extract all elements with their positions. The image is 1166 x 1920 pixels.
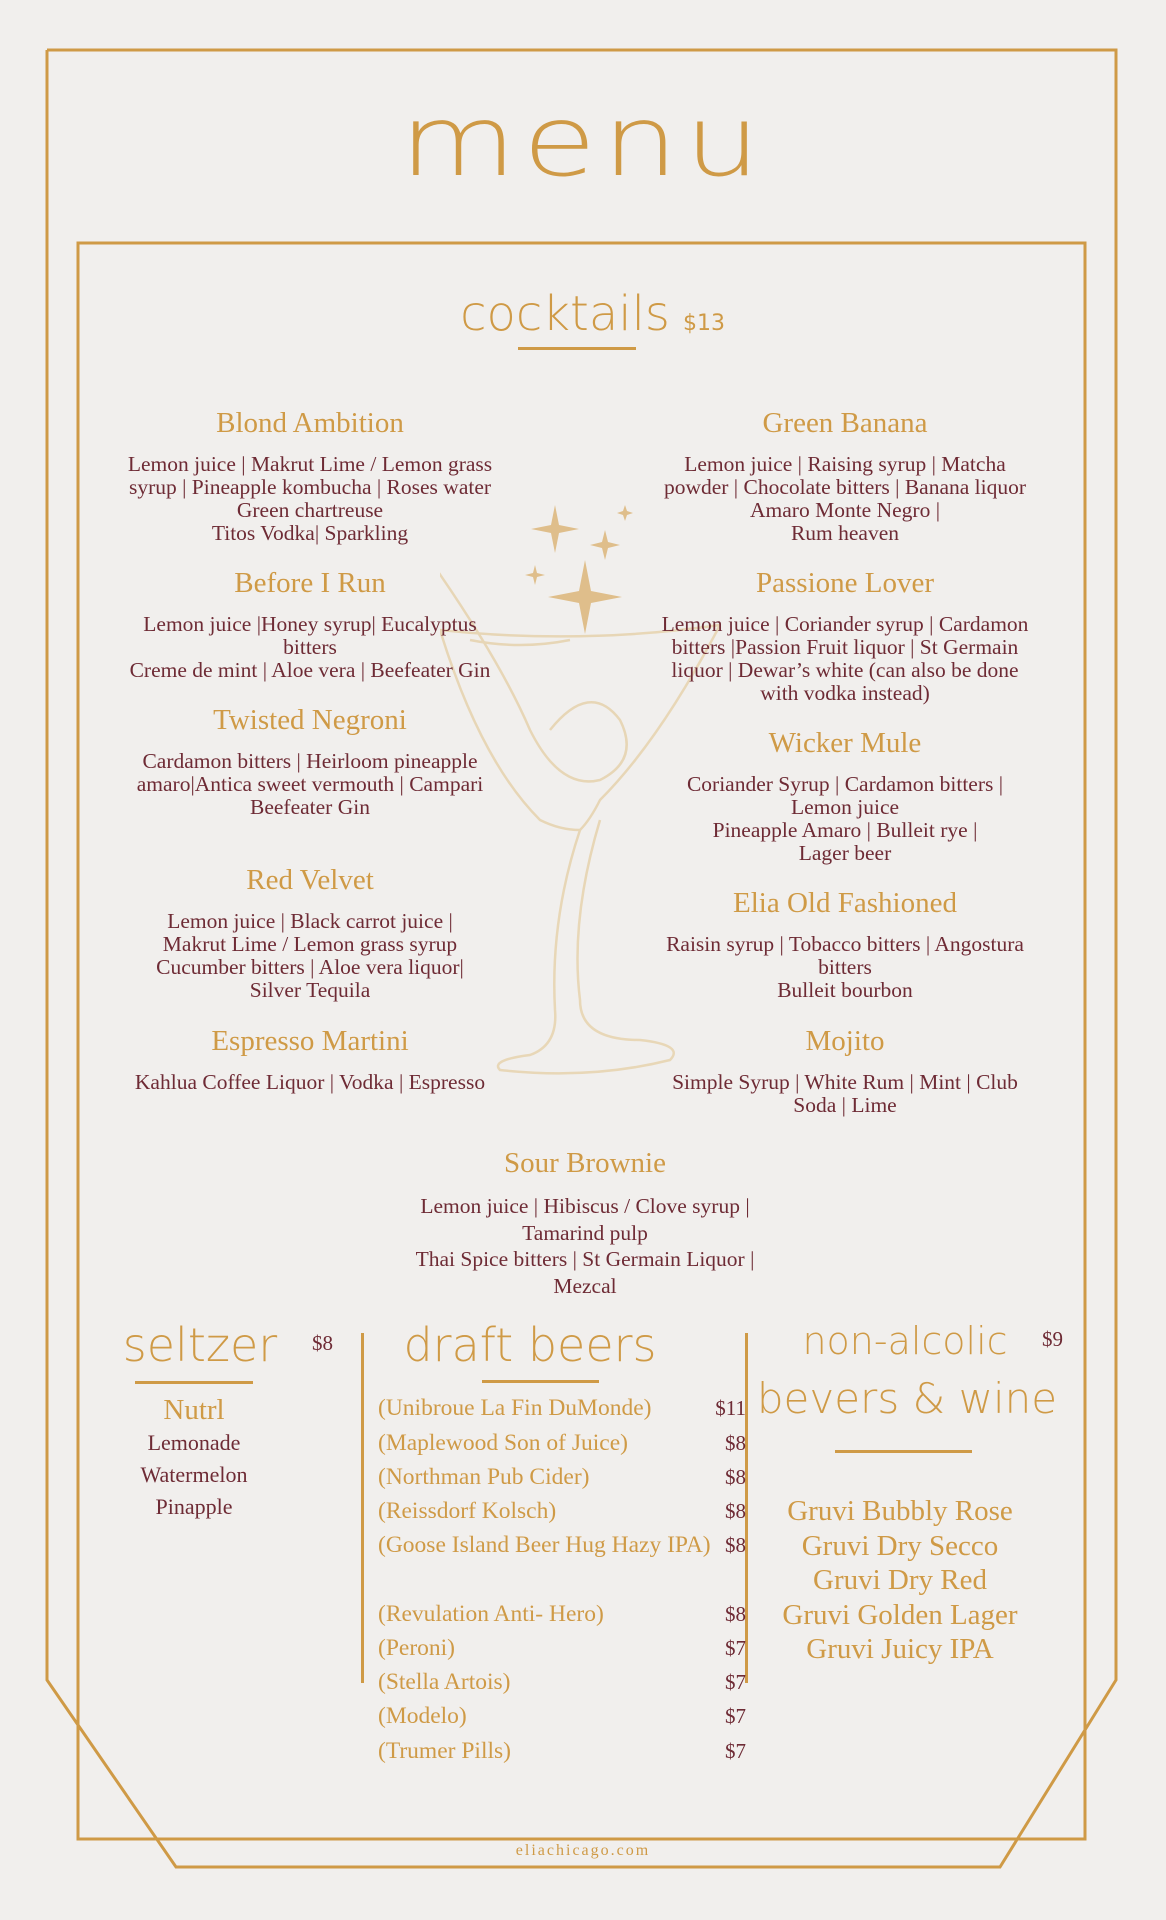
cocktail-desc: Lemon juice | Raising syrup | Matcha powder | Chocolate bitters | Banana liquor Amaro Monte Negro | Rum heaven: [663, 452, 1027, 545]
cocktail-desc: Raisin syrup | Tobacco bitters | Angostura bitters Bulleit bourbon: [666, 932, 1024, 1002]
seltzer-flavor: Lemonade: [147, 1430, 241, 1455]
seltzer-list: [94, 1393, 294, 1523]
cocktail-passione-lover: [615, 565, 1075, 705]
cocktail-name: Passione Lover: [756, 567, 934, 599]
beer-row: (Peroni) $7: [378, 1635, 746, 1661]
cocktails-heading: cocktails: [460, 286, 670, 342]
cocktail-name: Espresso Martini: [211, 1025, 409, 1057]
cocktail-before-i-run: [80, 565, 540, 682]
beer-row: (Unibroue La Fin DuMonde) $11: [378, 1395, 746, 1421]
cocktails-price: $13: [683, 311, 725, 336]
non-alcoholic-item: Gruvi Golden Lager: [782, 1598, 1018, 1631]
seltzer-underline: [135, 1381, 253, 1384]
seltzer-heading: seltzer: [122, 1318, 278, 1372]
cocktail-desc: Kahlua Coffee Liquor | Vodka | Espresso: [134, 1070, 486, 1094]
non-alcoholic-item: Gruvi Dry Secco: [801, 1529, 999, 1562]
beer-row: (Maplewood Son of Juice) $8: [378, 1430, 746, 1456]
beer-row: (Reissdorf Kolsch) $8: [378, 1498, 746, 1524]
non-alcoholic-item: Gruvi Bubbly Rose: [787, 1495, 1013, 1527]
cocktail-name: Red Velvet: [246, 864, 374, 896]
cocktail-espresso-martini: [80, 1023, 540, 1094]
cocktail-desc: Lemon juice | Makrut Lime / Lemon grass syrup | Pineapple kombucha | Roses water Green chartreuse Titos Vodka| Sparkling: [127, 452, 493, 545]
cocktail-name: Green Banana: [762, 407, 928, 439]
cocktail-desc: Coriander Syrup | Cardamon bitters | Lemon juice Pineapple Amaro | Bulleit rye | Lager beer: [686, 772, 1004, 865]
cocktail-sour-brownie: [355, 1145, 815, 1299]
beer-row: (Trumer Pills) $7: [378, 1738, 746, 1764]
non-alcoholic-list: [755, 1494, 1045, 1667]
cocktail-desc: Simple Syrup | White Rum | Mint | Club Soda | Lime: [672, 1070, 1018, 1117]
draft-beers-heading: draft beers: [403, 1318, 657, 1372]
cocktail-red-velvet: [80, 862, 540, 1002]
cocktail-name: Elia Old Fashioned: [733, 887, 957, 919]
cocktail-mojito: [615, 1023, 1075, 1117]
website-link[interactable]: eliachicago.com: [515, 1842, 651, 1859]
non-alcoholic-item: Gruvi Juicy IPA: [806, 1633, 994, 1665]
cocktails-underline: [518, 347, 636, 350]
cocktail-name: Before I Run: [234, 567, 386, 599]
cocktail-blond-ambition: [80, 405, 540, 545]
cocktail-desc: Lemon juice | Hibiscus / Clove syrup | Tamarind pulp Thai Spice bitters | St Germain Liquor | Mezcal: [415, 1194, 755, 1298]
seltzer-brand: Nutrl: [163, 1394, 225, 1426]
non-alcoholic-price: $9: [1042, 1327, 1063, 1351]
wine-heading: bevers & wine: [756, 1374, 1058, 1423]
beer-row: (Northman Pub Cider) $8: [378, 1464, 746, 1490]
seltzer-flavor: Pinapple: [155, 1494, 233, 1519]
non-alcoholic-underline: [835, 1450, 972, 1453]
cocktail-green-banana: [615, 405, 1075, 545]
non-alcoholic-item: Gruvi Dry Red: [813, 1564, 987, 1596]
non-alcoholic-heading: non-alcolic: [802, 1319, 1008, 1363]
cocktail-desc: Cardamon bitters | Heirloom pineapple amaro|Antica sweet vermouth | Campari Beefeater Gin: [136, 749, 484, 819]
cocktail-desc: Lemon juice | Coriander syrup | Cardamon bitters |Passion Fruit liquor | St Germain liquor | Dewar’s white (can also be done with vodka instead): [661, 612, 1029, 705]
cocktail-twisted-negroni: [80, 702, 540, 819]
beer-row: (Revulation Anti- Hero) $8: [378, 1601, 746, 1627]
page-title: menu: [399, 84, 767, 199]
draft-beers-underline: [482, 1380, 599, 1383]
beer-row: (Stella Artois) $7: [378, 1669, 746, 1695]
cocktail-name: Mojito: [805, 1025, 885, 1057]
cocktail-desc: Lemon juice | Black carrot juice | Makrut Lime / Lemon grass syrup Cucumber bitters | Aloe vera liquor| Silver Tequila: [156, 909, 464, 1002]
seltzer-flavor: Watermelon: [140, 1462, 248, 1487]
cocktail-name: Wicker Mule: [768, 727, 922, 759]
cocktail-wicker-mule: [615, 725, 1075, 865]
cocktail-desc: Lemon juice |Honey syrup| Eucalyptus bitters Creme de mint | Aloe vera | Beefeater Gin: [129, 612, 491, 682]
seltzer-price: $8: [312, 1331, 333, 1355]
beer-row: (Modelo) $7: [378, 1703, 746, 1729]
cocktail-elia-old-fashioned: [615, 885, 1075, 1002]
column-divider: [361, 1333, 364, 1683]
cocktail-name: Sour Brownie: [504, 1147, 666, 1179]
cocktail-name: Blond Ambition: [216, 407, 404, 439]
cocktail-name: Twisted Negroni: [213, 704, 407, 736]
beer-row: (Goose Island Beer Hug Hazy IPA) $8: [378, 1532, 746, 1558]
